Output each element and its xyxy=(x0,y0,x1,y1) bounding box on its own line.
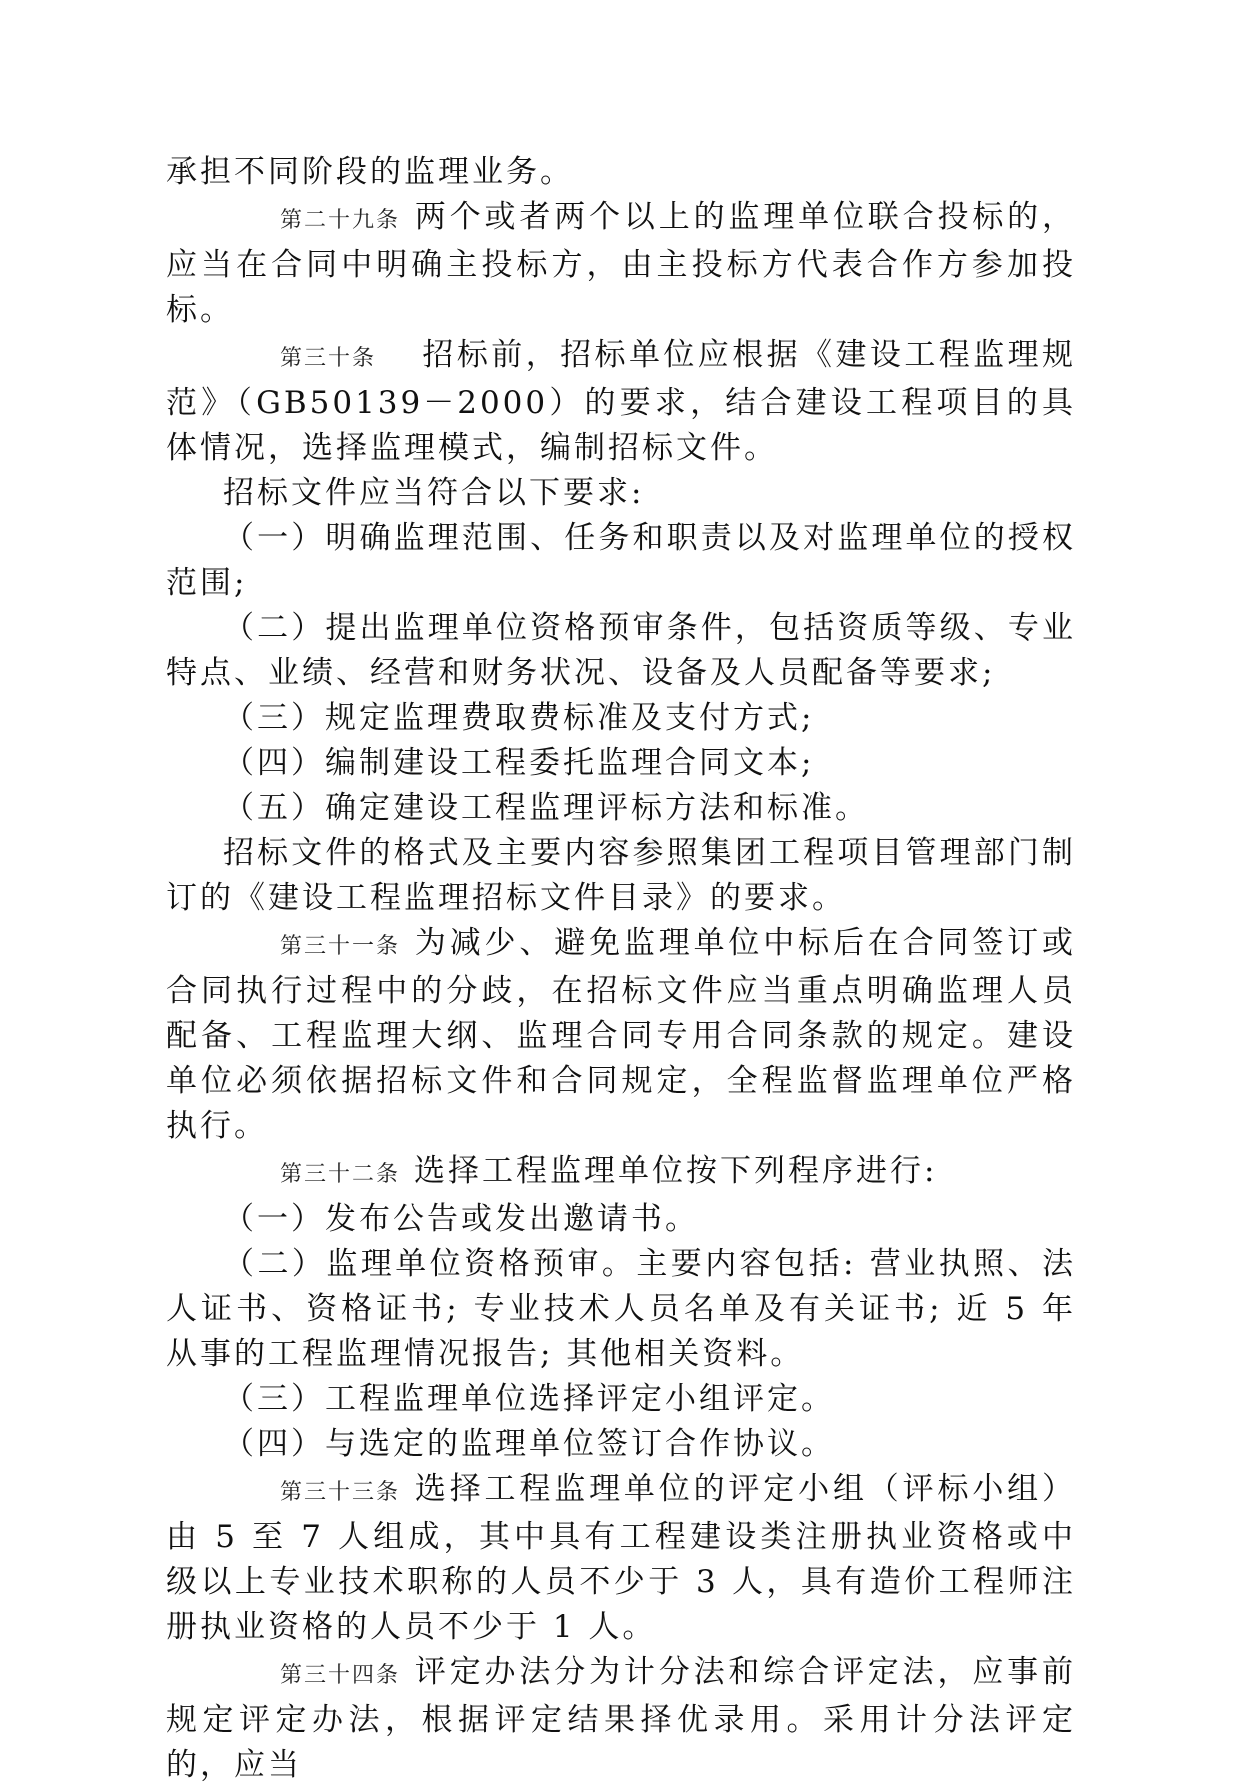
paragraph-text: 选择工程监理单位的评定小组（评标小组）由 5 至 7 人组成，其中具有工程建设类注册执业资格或中级以上专业技术职称的人员不少于 3 人，具有造价工程师注册执业资格的人员不少于 1 人。 xyxy=(166,1471,1076,1645)
article-number: 第三十一条 xyxy=(280,934,401,959)
paragraph-text: 两个或者两个以上的监理单位联合投标的，应当在合同中明确主投标方，由主投标方代表合作方参加投标。 xyxy=(166,199,1076,328)
paragraph-text: （一）明确监理范围、任务和职责以及对监理单位的授权范围; xyxy=(166,520,1076,601)
paragraph xyxy=(166,831,1076,921)
paragraph-text: （四）编制建设工程委托监理合同文本; xyxy=(223,745,815,781)
article-paragraph xyxy=(166,1650,1076,1788)
article-paragraph xyxy=(166,333,1076,471)
list-item xyxy=(166,1422,1076,1467)
article-paragraph xyxy=(166,195,1076,333)
list-item xyxy=(166,1197,1076,1242)
article-paragraph xyxy=(166,1467,1076,1650)
article-paragraph xyxy=(166,1149,1076,1197)
paragraph-text: 选择工程监理单位按下列程序进行: xyxy=(414,1153,938,1189)
document-body xyxy=(166,150,1076,1788)
list-item xyxy=(166,741,1076,786)
article-number: 第三十条 xyxy=(280,346,377,371)
list-item xyxy=(166,1377,1076,1422)
list-item xyxy=(166,606,1076,696)
article-number: 第三十四条 xyxy=(280,1663,401,1688)
paragraph-text: 评定办法分为计分法和综合评定法，应事前规定评定办法，根据评定结果择优录用。采用计分法评定的，应当 xyxy=(166,1654,1076,1783)
paragraph-text: 为减少、避免监理单位中标后在合同签订或合同执行过程中的分歧，在招标文件应当重点明确监理人员配备、工程监理大纲、监理合同专用合同条款的规定。建设单位必须依据招标文件和合同规定，全程监督监理单位严格执行。 xyxy=(166,925,1076,1144)
list-item xyxy=(166,696,1076,741)
paragraph-text: （三）规定监理费取费标准及支付方式; xyxy=(223,700,815,736)
article-number: 第三十三条 xyxy=(280,1480,401,1505)
paragraph-text: （一）发布公告或发出邀请书。 xyxy=(223,1201,699,1237)
paragraph-text: （三）工程监理单位选择评定小组评定。 xyxy=(223,1381,835,1417)
paragraph-text: 招标文件的格式及主要内容参照集团工程项目管理部门制订的《建设工程监理招标文件目录》的要求。 xyxy=(166,835,1076,916)
paragraph-text: （五）确定建设工程监理评标方法和标准。 xyxy=(223,790,869,826)
paragraph-text: 承担不同阶段的监理业务。 xyxy=(166,154,574,190)
list-item xyxy=(166,786,1076,831)
list-item xyxy=(166,1242,1076,1377)
paragraph-text: 招标文件应当符合以下要求: xyxy=(223,475,645,511)
article-paragraph xyxy=(166,921,1076,1149)
article-number: 第二十九条 xyxy=(280,208,401,233)
paragraph-text: （二）提出监理单位资格预审条件，包括资质等级、专业特点、业绩、经营和财务状况、设备及人员配备等要求; xyxy=(166,610,1076,691)
list-item xyxy=(166,516,1076,606)
paragraph xyxy=(166,150,1076,195)
paragraph-text: （二）监理单位资格预审。主要内容包括: 营业执照、法人证书、资格证书; 专业技术人员名单及有关证书; 近 5 年从事的工程监理情况报告; 其他相关资料。 xyxy=(166,1246,1076,1372)
paragraph-text: （四）与选定的监理单位签订合作协议。 xyxy=(223,1426,835,1462)
paragraph xyxy=(166,471,1076,516)
paragraph-text: 招标前，招标单位应根据《建设工程监理规范》（GB50139－2000）的要求，结合建设工程项目的具体情况，选择监理模式，编制招标文件。 xyxy=(166,337,1076,466)
article-number: 第三十二条 xyxy=(280,1162,401,1187)
